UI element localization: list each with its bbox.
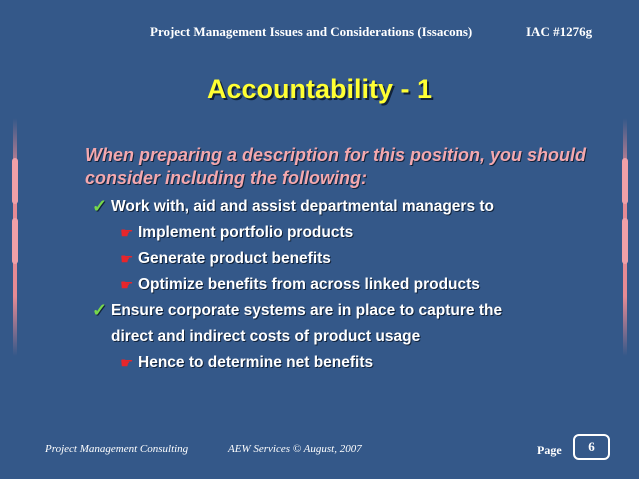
page-label: Page — [537, 443, 562, 457]
subitem-1-1: Implement portfolio products — [138, 224, 354, 241]
header-title: Project Management Issues and Considerations (Issacons) — [150, 24, 473, 39]
footer-copyright: AEW Services © August, 2007 — [228, 443, 362, 455]
intro-text: When preparing a description for this position, you should consider including the following: — [85, 145, 587, 188]
header-code: IAC #1276g — [526, 24, 593, 39]
checkmark-icon: ✓ — [92, 300, 108, 320]
pointing-hand-icon: ☛ — [120, 355, 134, 372]
bullet-2-text-line2: direct and indirect costs of product usage — [111, 328, 421, 345]
footer-company: Project Management Consulting — [45, 443, 189, 455]
page-number: 6 — [573, 434, 610, 460]
right-bar-accent — [622, 158, 628, 204]
right-decorative-bar — [623, 118, 627, 356]
subitem-2-1: Hence to determine net benefits — [138, 354, 374, 371]
left-bar-accent — [12, 158, 18, 204]
bullet-1-text: Work with, aid and assist departmental managers to — [111, 198, 495, 215]
pointing-hand-icon: ☛ — [120, 251, 134, 268]
right-bar-accent — [622, 218, 628, 264]
slide-title: Accountability - 1 — [206, 74, 433, 104]
subitem-1-2: Generate product benefits — [138, 250, 331, 267]
bullet-2-text-line1: Ensure corporate systems are in place to capture the — [111, 302, 503, 319]
checkmark-icon: ✓ — [92, 196, 108, 216]
pointing-hand-icon: ☛ — [120, 277, 134, 294]
subitem-1-3: Optimize benefits from across linked products — [138, 276, 480, 293]
pointing-hand-icon: ☛ — [120, 225, 134, 242]
left-decorative-bar — [13, 118, 17, 356]
left-bar-accent — [12, 218, 18, 264]
